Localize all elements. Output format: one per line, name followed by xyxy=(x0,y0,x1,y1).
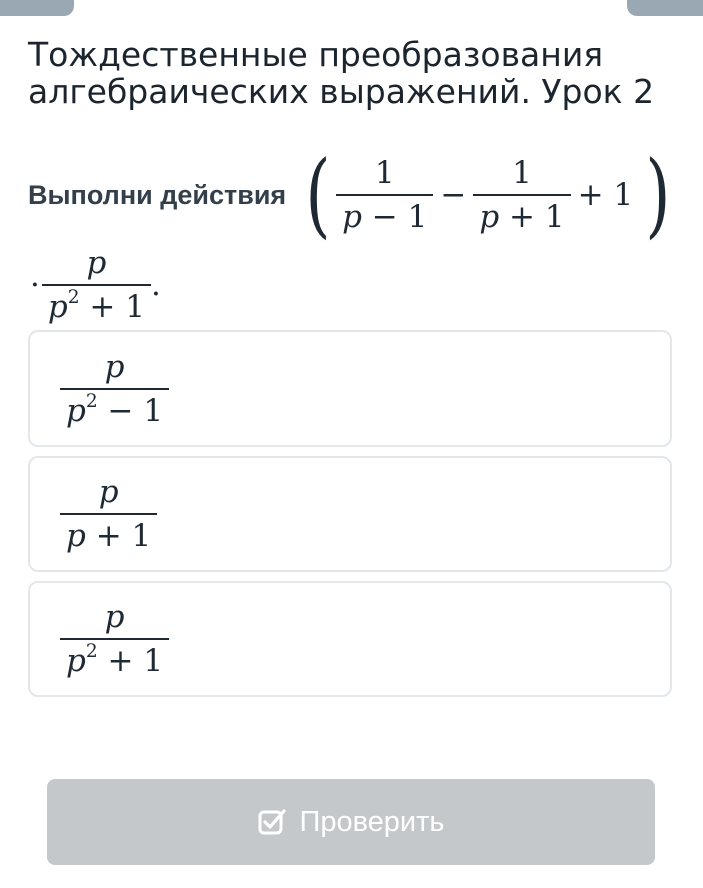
option-2-numerator: p xyxy=(98,474,119,510)
option-1-denominator xyxy=(60,388,169,429)
exponent: 2 xyxy=(67,287,80,309)
option-2-denominator xyxy=(60,513,157,554)
variable-p: p xyxy=(66,518,86,554)
question-prompt: Выполни действия xyxy=(28,179,287,210)
expression-part-2 xyxy=(30,240,161,330)
denominator-rest: + 1 xyxy=(97,643,164,679)
fraction-3 xyxy=(42,245,151,325)
exponent: 2 xyxy=(85,390,98,412)
checkbox-check-icon xyxy=(257,807,287,837)
fraction-1-denominator xyxy=(336,194,433,235)
fraction-2 xyxy=(473,155,570,235)
close-paren: ) xyxy=(645,141,671,248)
check-button-label: Проверить xyxy=(299,805,445,838)
multiply-dot: · xyxy=(30,267,40,303)
open-paren: ( xyxy=(305,141,331,248)
expression-part-1 xyxy=(300,141,676,248)
option-1-numerator: p xyxy=(104,348,125,385)
end-dot: . xyxy=(150,267,161,303)
option-1-fraction xyxy=(60,349,169,429)
fraction-3-denominator xyxy=(42,284,151,325)
fraction-2-denominator xyxy=(473,194,570,235)
plus-one: + 1 xyxy=(577,177,634,213)
variable-p: p xyxy=(342,199,362,235)
denominator-rest: + 1 xyxy=(79,289,145,325)
option-2-fraction xyxy=(60,474,157,554)
fraction-3-numerator: p xyxy=(86,245,107,281)
answer-option-1[interactable] xyxy=(28,330,672,447)
variable-p: p xyxy=(66,392,86,429)
denominator-rest: − 1 xyxy=(361,199,428,235)
exponent: 2 xyxy=(85,641,98,663)
variable-p: p xyxy=(66,643,86,679)
option-3-denominator xyxy=(60,638,169,679)
denominator-rest: − 1 xyxy=(97,392,164,429)
variable-p: p xyxy=(47,289,68,325)
top-left-tab[interactable] xyxy=(0,0,74,16)
option-3-fraction xyxy=(60,599,169,679)
option-3-numerator: p xyxy=(104,599,125,635)
lesson-title: Тождественные преобразования алгебраических выражений. Урок 2 xyxy=(28,35,655,112)
denominator-rest: + 1 xyxy=(499,199,565,235)
check-button[interactable] xyxy=(47,779,655,865)
fraction-1 xyxy=(336,155,433,235)
fraction-2-numerator: 1 xyxy=(512,155,532,191)
denominator-rest: + 1 xyxy=(85,518,152,554)
top-right-tab[interactable] xyxy=(627,0,703,16)
minus-sign: − xyxy=(440,177,467,213)
fraction-1-numerator: 1 xyxy=(374,155,395,191)
question-prompt-line xyxy=(28,141,676,248)
answer-option-2[interactable] xyxy=(28,456,672,572)
answer-option-3[interactable] xyxy=(28,581,672,697)
variable-p: p xyxy=(479,199,500,235)
